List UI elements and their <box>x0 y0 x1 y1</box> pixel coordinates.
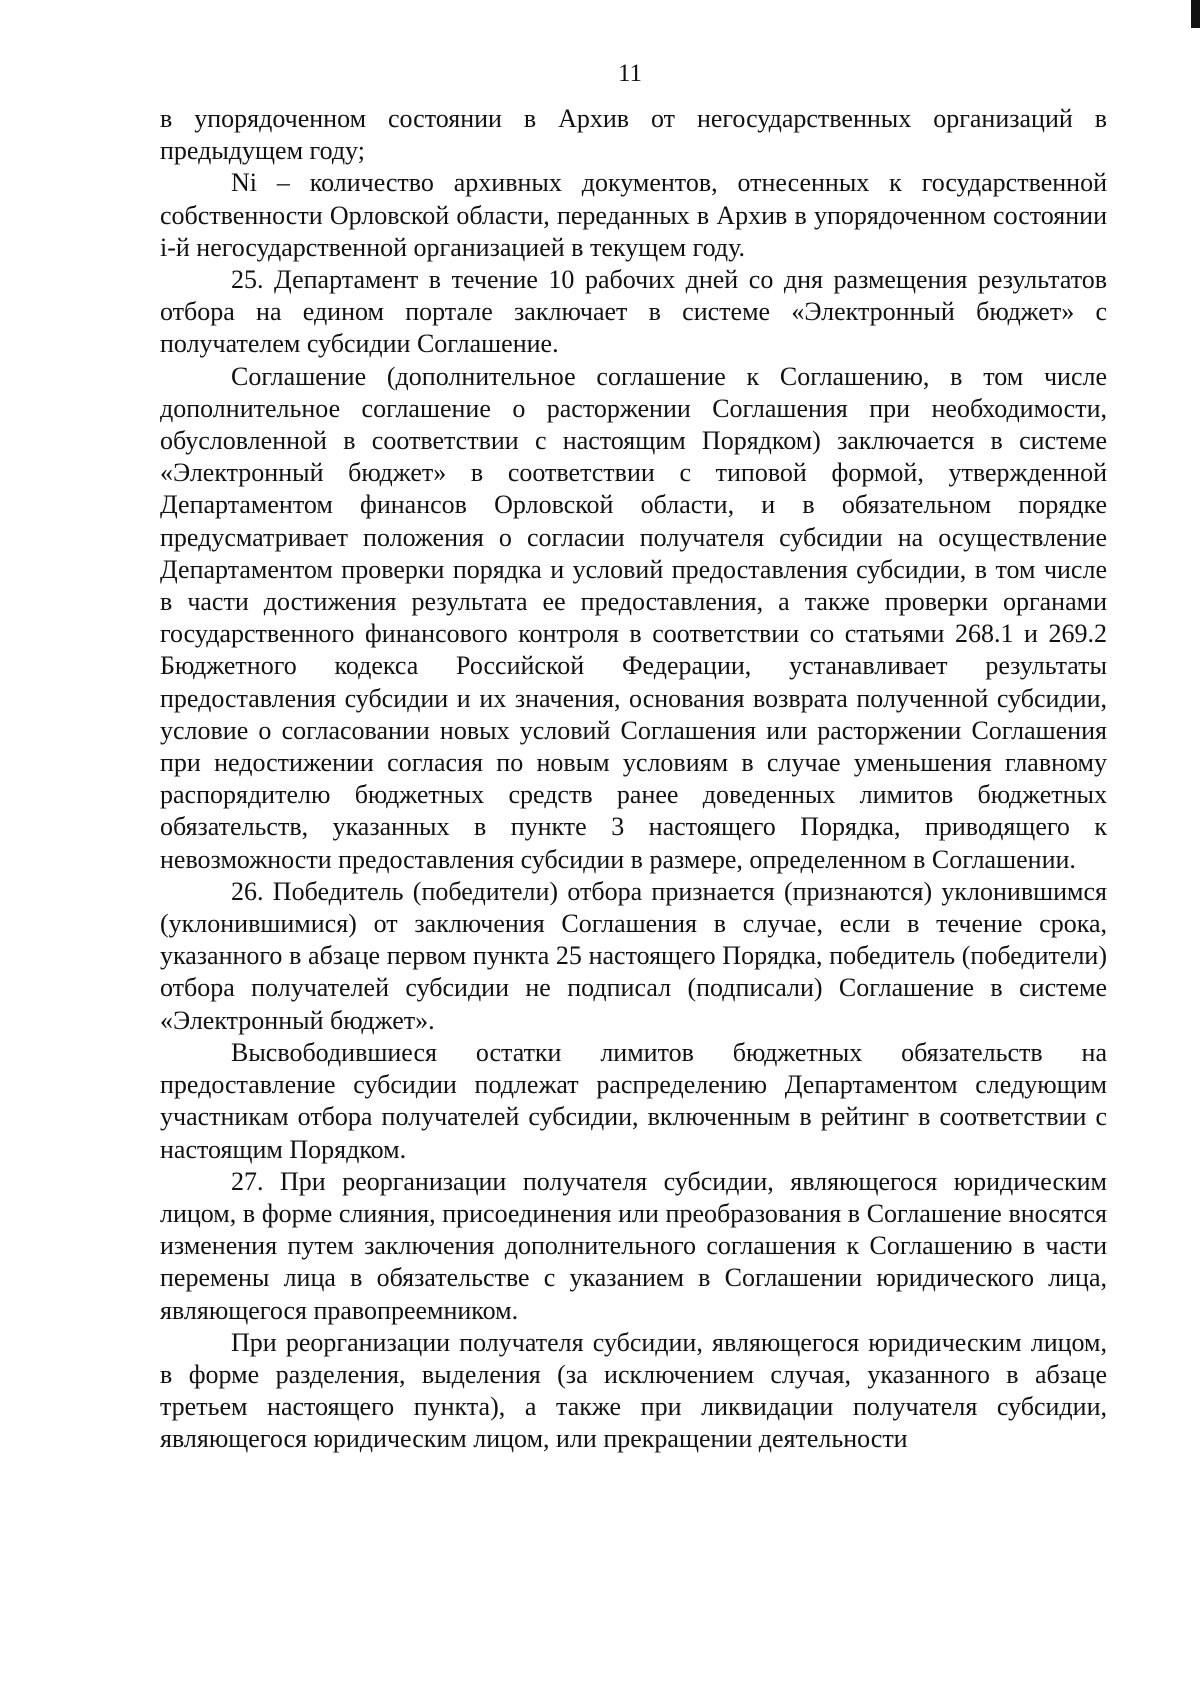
paragraph-1: в упорядоченном состоянии в Архив от негосударственных организаций в предыдущем году; <box>160 104 1107 166</box>
document-body <box>160 103 1107 1456</box>
paragraph-2: Ni – количество архивных документов, отнесенных к государственной собственности Орловской области, переданных в Архив в упорядоченном состоянии i-й негосударственной организацией в текущем году. <box>160 168 1107 262</box>
paragraph-3-item-25: 25. Департамент в течение 10 рабочих дней со дня размещения результатов отбора на едином портале заключает в системе «Электронный бюджет» с получателем субсидии Соглашение. <box>160 265 1107 359</box>
page-number: 11 <box>617 60 643 87</box>
paragraph-6: Высвободившиеся остатки лимитов бюджетных обязательств на предоставление субсидии подлежат распределению Департаментом следующим участникам отбора получателей субсидии, включенным в рейтинг в соответствии с настоящим Порядком. <box>160 1037 1107 1164</box>
paragraph-8: При реорганизации получателя субсидии, являющегося юридическим лицом, в форме разделения, выделения (за исключением случая, указанного в абзаце третьем настоящего пункта), а также при ликвидации получателя субсидии, являющегося юридическим лицом, или прекращении деятельности <box>160 1327 1107 1454</box>
paragraph-4: Соглашение (дополнительное соглашение к Соглашению, в том числе дополнительное соглашение о расторжении Соглашения при необходимости, обусловленной в соответствии с настоящим Порядком) заключается в системе «Электронный бюджет» в соответствии с типовой формой, утвержденной Департаментом финансов Орловской области, и в обязательном порядке предусматривает положения о согласии получателя субсидии на осуществление Департаментом проверки порядка и условий предоставления субсидии, в том числе в части достижения результата ее предоставления, а также проверки органами государственного финансового контроля в соответствии со статьями 268.1 и 269.2 Бюджетного кодекса Российской Федерации, устанавливает результаты предоставления субсидии и их значения, основания возврата полученной субсидии, условие о согласовании новых условий Соглашения или расторжении Соглашения при недостижении согласия по новым условиям в случае уменьшения главному распорядителю бюджетных средств ранее доведенных лимитов бюджетных обязательств, указанных в пункте 3 настоящего Порядка, приводящего к невозможности предоставления субсидии в размере, определенном в Соглашении. <box>160 361 1107 874</box>
paragraph-5-item-26: 26. Победитель (победители) отбора признается (признаются) уклонившимся (уклонившимися) от заключения Соглашения в случае, если в течение срока, указанного в абзаце первом пункта 25 настоящего Порядка, победитель (победители) отбора получателей субсидии не подписал (подписали) Соглашение в системе «Электронный бюджет». <box>160 876 1107 1035</box>
paragraph-7-item-27: 27. При реорганизации получателя субсидии, являющегося юридическим лицом, в форме слияния, присоединения или преобразования в Соглашение вносятся изменения путем заключения дополнительного соглашения к Соглашению в части перемены лица в обязательстве с указанием в Соглашении юридического лица, являющегося правопреемником. <box>160 1166 1107 1325</box>
scan-corner-mark <box>1191 0 1200 28</box>
